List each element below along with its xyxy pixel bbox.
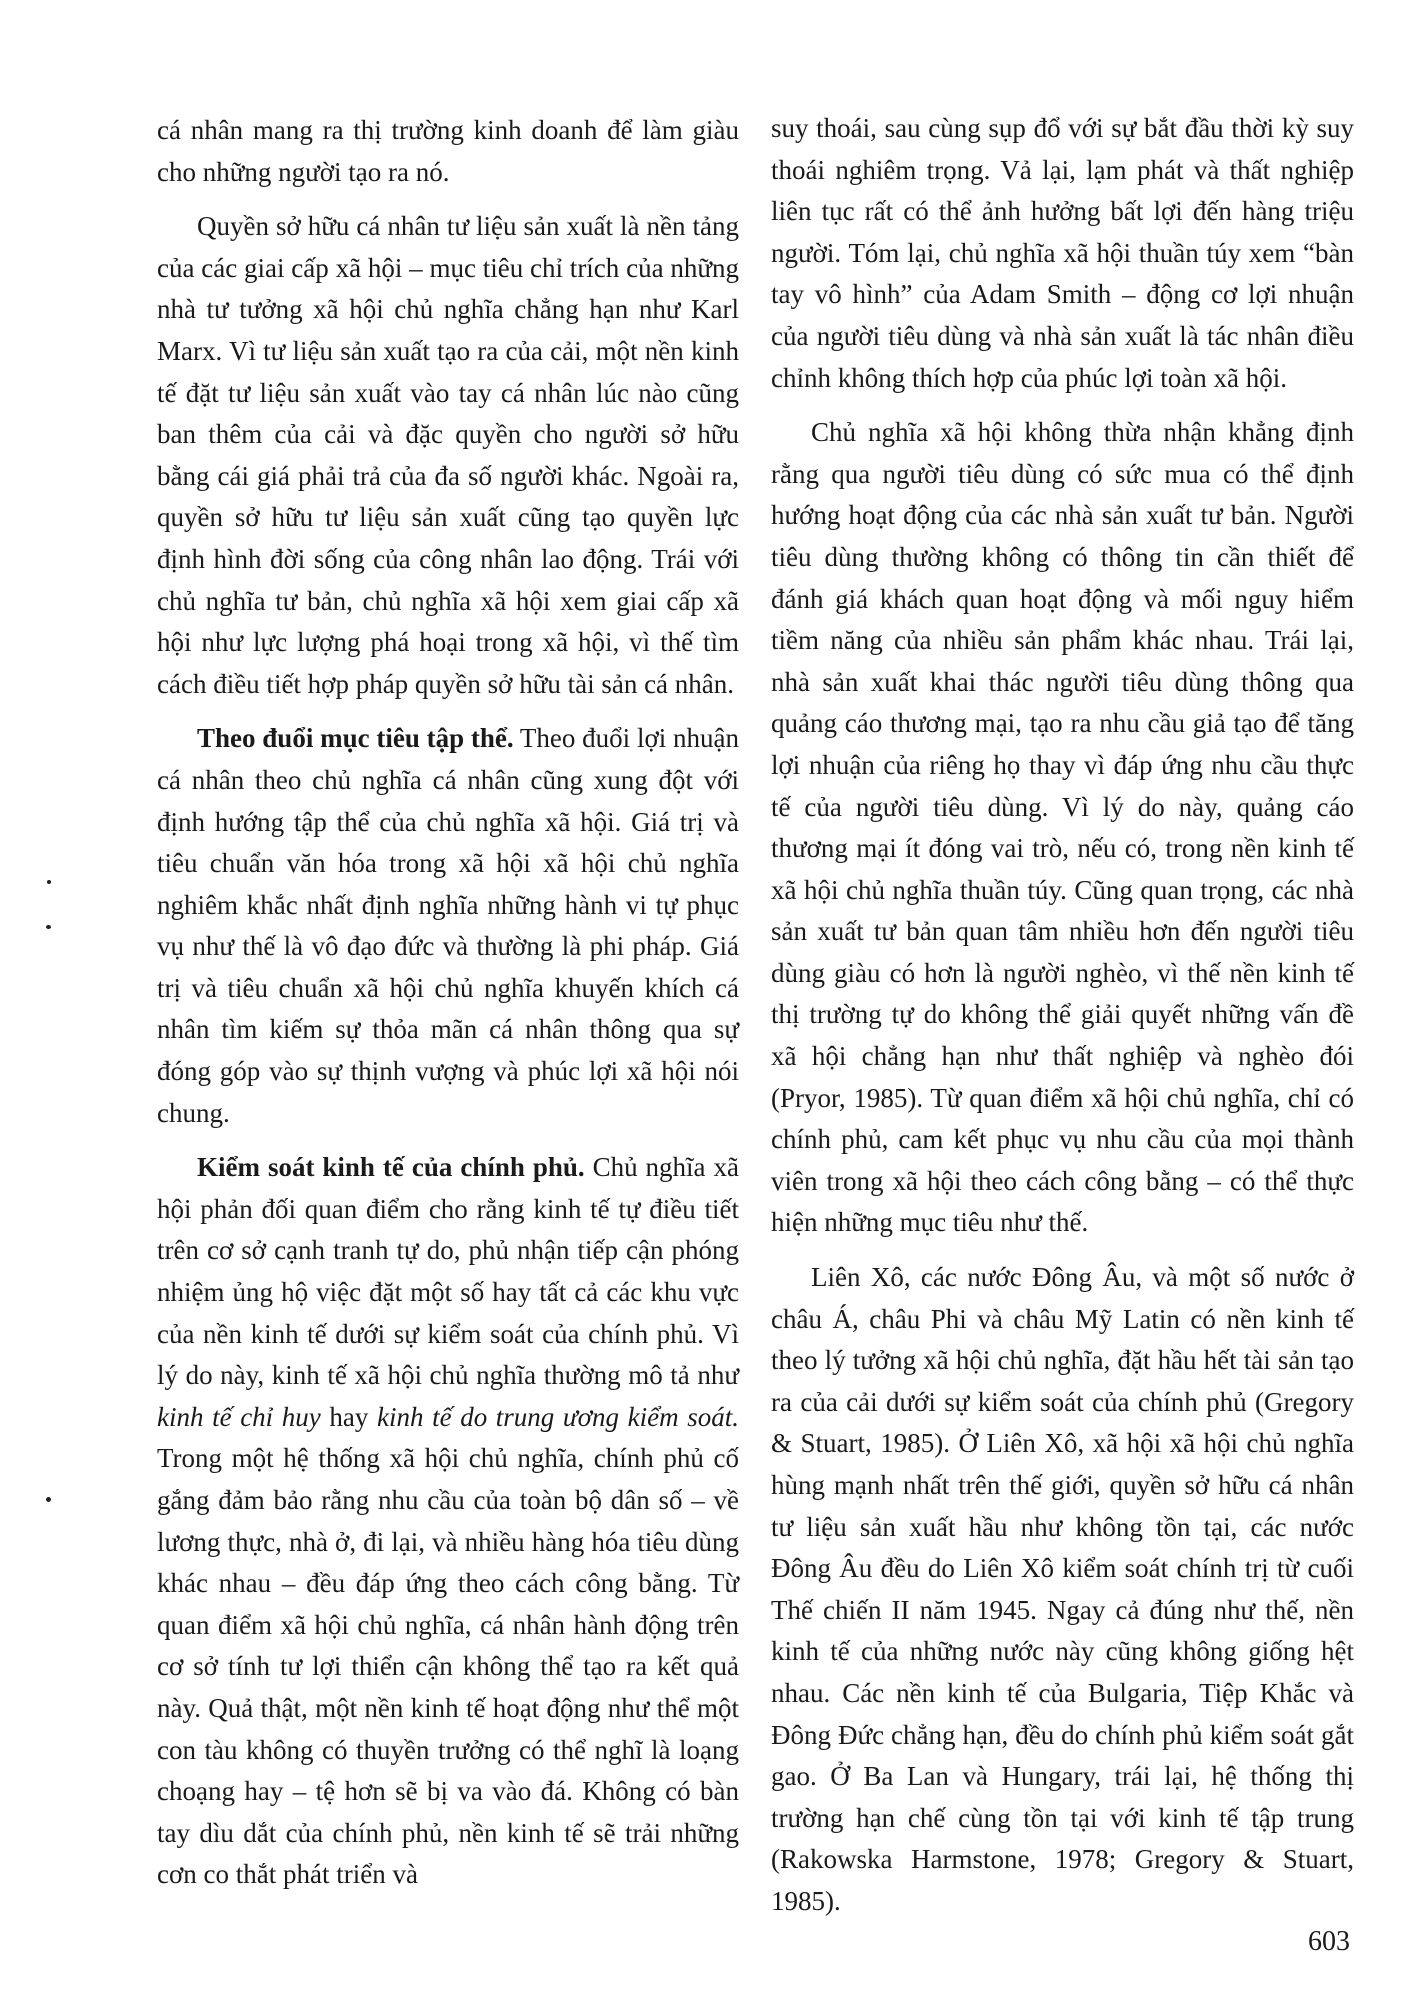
- paragraph-consumers: Chủ nghĩa xã hội không thừa nhận khẳng định rằng qua người tiêu dùng có sức mua có thể định hướng hoạt động của các nhà sản xuất tư bản. Người tiêu dùng thường không có thông tin cần thiết để đánh giá khách quan hoạt động và mối nguy hiểm tiềm năng của nhiều sản phẩm khác nhau. Trái lại, nhà sản xuất khai thác người tiêu dùng thông qua quảng cáo thương mại, tạo ra nhu cầu giả tạo để tăng lợi nhuận của riêng họ thay vì đáp ứng nhu cầu thực tế của người tiêu dùng. Vì lý do này, quảng cáo thương mại ít đóng vai trò, nếu có, trong nền kinh tế xã hội chủ nghĩa thuần túy. Cũng quan trọng, các nhà sản xuất tư bản quan tâm nhiều hơn đến người tiêu dùng giàu có hơn là người nghèo, vì thế nền kinh tế thị trường tự do không thể giải quyết những vấn đề xã hội chẳng hạn như thất nghiệp và nghèo đói (Pryor, 1985). Từ quan điểm xã hội chủ nghĩa, chỉ có chính phủ, cam kết phục vụ nhu cầu của mọi thành viên trong xã hội theo cách công bằng – có thể thực hiện những mục tiêu như thế.: [771, 417, 1354, 1238]
- paragraph-collective-goals-text: Theo đuổi lợi nhuận cá nhân theo chủ nghĩa cá nhân cũng xung đột với định hướng tập thể của chủ nghĩa xã hội. Giá trị và tiêu chuẩn văn hóa trong xã hội xã hội chủ nghĩa nghiêm khắc nhất định nghĩa những hành vi tự phục vụ như thế là vô đạo đức và thường là phi pháp. Giá trị và tiêu chuẩn xã hội chủ nghĩa khuyến khích cá nhân tìm kiếm sự thỏa mãn cá nhân thông qua sự đóng góp vào sự thịnh vượng và phúc lợi xã hội nói chung.: [157, 723, 739, 1128]
- scan-speck: [46, 925, 51, 929]
- paragraph-government-control-text-c: Trong một hệ thống xã hội chủ nghĩa, chính phủ cố gắng đảm bảo rằng nhu cầu của toàn bộ dân số – về lương thực, nhà ở, đi lại, và nhiều hàng hóa tiêu dùng khác nhau – đều đáp ứng theo cách công bằng. Từ quan điểm xã hội chủ nghĩa, cá nhân hành động trên cơ sở tính tư lợi thiển cận không thể tạo ra kết quả này. Quả thật, một nền kinh tế hoạt động như thể một con tàu không có thuyền trưởng có thể nghĩ là loạng choạng hay – tệ hơn sẽ bị va vào đá. Không có bàn tay dìu dắt của chính phủ, nền kinh tế sẽ trải những cơn co thắt phát triển và: [157, 1443, 739, 1890]
- italic-term-centrally-planned: kinh tế do trung ương kiểm soát.: [377, 1401, 740, 1432]
- page-number: 603: [1308, 1926, 1350, 1957]
- paragraph-collective-goals: [157, 718, 739, 1134]
- section-heading-collective-goals: Theo đuổi mục tiêu tập thể.: [197, 723, 514, 754]
- paragraph-continuation: cá nhân mang ra thị trường kinh doanh để làm giàu cho những người tạo ra nó.: [157, 115, 739, 187]
- paragraph-government-control-text-a: Chủ nghĩa xã hội phản đối quan điểm cho rằng kinh tế tự điều tiết trên cơ sở cạnh tranh tự do, phủ nhận tiếp cận phóng nhiệm ủng hộ việc đặt một số hay tất cả các khu vực của nền kinh tế dưới sự kiểm soát của chính phủ. Vì lý do này, kinh tế xã hội chủ nghĩa thường mô tả như: [157, 1152, 739, 1391]
- paragraph-soviet-union: Liên Xô, các nước Đông Âu, và một số nước ở châu Á, châu Phi và châu Mỹ Latin có nền kinh tế theo lý tưởng xã hội chủ nghĩa, đặt hầu hết tài sản tạo ra của cải dưới sự kiểm soát của chính phủ (Gregory & Stuart, 1985). Ở Liên Xô, xã hội xã hội chủ nghĩa hùng mạnh nhất trên thế giới, quyền sở hữu cá nhân tư liệu sản xuất hầu như không tồn tại, các nước Đông Âu đều do Liên Xô kiểm soát chính trị từ cuối Thế chiến II năm 1945. Ngay cả đúng như thế, nền kinh tế của những nước này cũng không giống hệt nhau. Các nền kinh tế của Bulgaria, Tiệp Khắc và Đông Đức chẳng hạn, đều do chính phủ kiểm soát gắt gao. Ở Ba Lan và Hungary, trái lại, hệ thống thị trường hạn chế cùng tồn tại với kinh tế tập trung (Rakowska Harmstone, 1978; Gregory & Stuart, 1985).: [771, 1262, 1354, 1916]
- right-column: [771, 108, 1354, 1936]
- scan-speck: [46, 1497, 51, 1502]
- paragraph-government-control-text-b: hay: [320, 1401, 377, 1432]
- left-column: [157, 110, 739, 1909]
- section-heading-government-control: Kiểm soát kinh tế của chính phủ.: [197, 1152, 585, 1183]
- italic-term-command-economy: kinh tế chỉ huy: [157, 1401, 321, 1432]
- paragraph-government-control: [157, 1147, 739, 1896]
- paragraph-recession: suy thoái, sau cùng sụp đổ với sự bắt đầu thời kỳ suy thoái nghiêm trọng. Vả lại, lạm phát và thất nghiệp liên tục rất có thể ảnh hưởng bất lợi đến hàng triệu người. Tóm lại, chủ nghĩa xã hội thuần túy xem “bàn tay vô hình” của Adam Smith – động cơ lợi nhuận của người tiêu dùng và nhà sản xuất là tác nhân điều chỉnh không thích hợp của phúc lợi toàn xã hội.: [771, 113, 1354, 393]
- scan-speck: [47, 880, 51, 884]
- paragraph-ownership: Quyền sở hữu cá nhân tư liệu sản xuất là nền tảng của các giai cấp xã hội – mục tiêu chỉ trích của những nhà tư tưởng xã hội chủ nghĩa chẳng hạn như Karl Marx. Vì tư liệu sản xuất tạo ra của cải, một nền kinh tế đặt tư liệu sản xuất vào tay cá nhân lúc nào cũng ban thêm của cải và đặc quyền cho người sở hữu bằng cái giá phải trả của đa số người khác. Ngoài ra, quyền sở hữu tư liệu sản xuất cũng tạo quyền lực định hình đời sống của công nhân lao động. Trái với chủ nghĩa tư bản, chủ nghĩa xã hội xem giai cấp xã hội như lực lượng phá hoại trong xã hội, vì thế tìm cách điều tiết hợp pháp quyền sở hữu tài sản cá nhân.: [157, 211, 739, 699]
